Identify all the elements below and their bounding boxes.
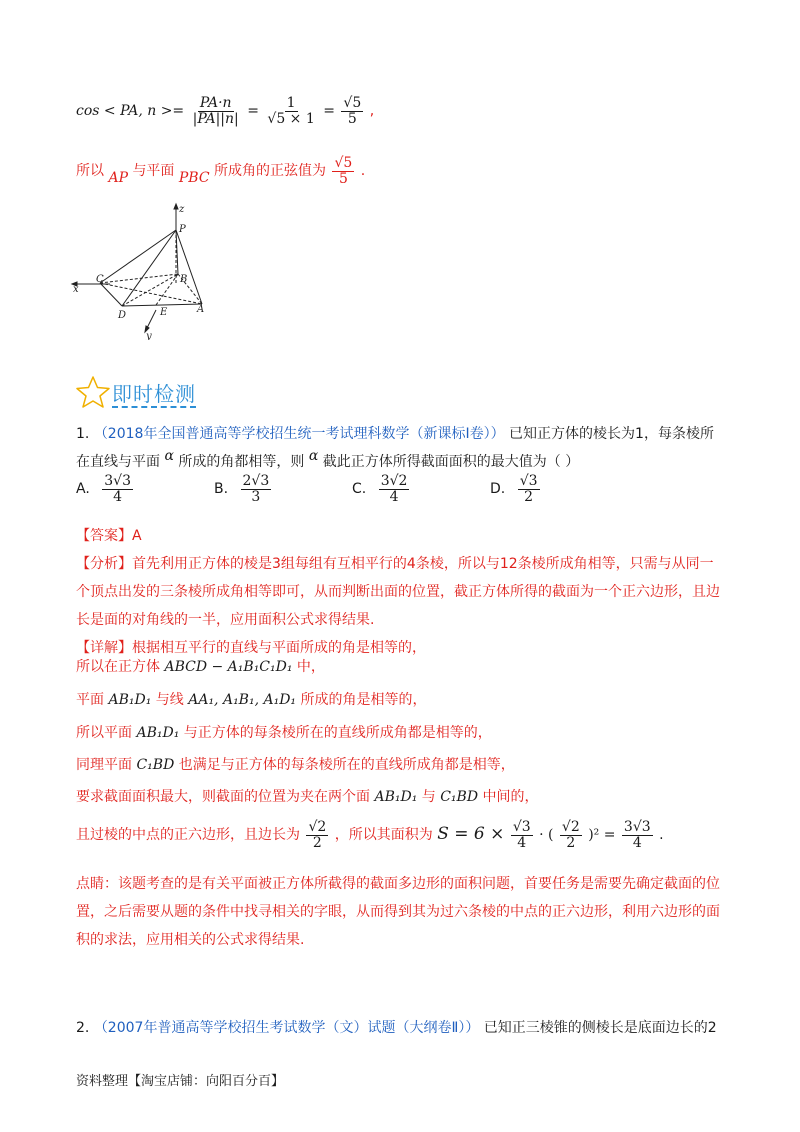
q1-detail-line: 同理平面 C₁BD 也满足与正方体的每条棱所在的直线所成角都是相等， bbox=[76, 757, 515, 773]
q1-source: （2018年全国普通高等学校招生统一考试理科数学（新课标Ⅰ卷）） bbox=[93, 426, 505, 442]
star-icon bbox=[76, 376, 110, 408]
q1-detail-line: 【详解】根据相互平行的直线与平面所成的角是相等的， bbox=[76, 640, 426, 656]
cos-formula: cos < PA, n >= $\frac{PA\cdot n}{|PA||n|}$ = $\frac{1}{√5 \times 1}$ = $\frac{√5}{5}$ , bbox=[76, 95, 375, 127]
q1-solution bbox=[76, 522, 736, 662]
q1-option-d[interactable]: D. $\frac{√3}{2}$ bbox=[490, 473, 538, 505]
label-B: B bbox=[180, 274, 188, 285]
q1-detail-line: 要求截面面积最大，则截面的位置为夹在两个面 AB₁D₁ 与 C₁BD 中间的， bbox=[76, 789, 539, 805]
q1-detail-line: 平面 AB₁D₁ 与线 AA₁, A₁B₁, A₁D₁ 所成的角是相等的， bbox=[76, 692, 427, 708]
label-P: P bbox=[179, 224, 186, 235]
q2-number: 2. bbox=[76, 1020, 90, 1036]
conclusion-line: 所以 AP 与平面 PBC 所成角的正弦值为 $\frac{√5}{5}$ . bbox=[76, 155, 366, 187]
q1-option-b[interactable]: B. $\frac{2√3}{3}$ bbox=[214, 473, 270, 505]
q1-analysis-line: 个顶点出发的三条棱所成角相等即可，从而判断出面的位置，截正方体所得的截面为一个正六边形，且边 bbox=[76, 584, 720, 600]
cos-frac-1: $\frac{PA\cdot n}{|PA||n|}$ bbox=[192, 95, 239, 127]
label-D: D bbox=[118, 310, 127, 321]
section-title: 即时检测 bbox=[112, 382, 196, 406]
q1-detail-line: 所以平面 AB₁D₁ 与正方体的每条棱所在的直线所成角都是相等的， bbox=[76, 725, 492, 741]
q1-option-c[interactable]: C. $\frac{3√2}{4}$ bbox=[352, 473, 408, 505]
cos-frac-3: $\frac{√5}{5}$ bbox=[343, 95, 362, 127]
section-heading bbox=[74, 374, 204, 414]
pyramid-figure bbox=[66, 198, 226, 340]
section-underline bbox=[112, 406, 196, 408]
q2-source: （2007年普通高等学校招生考试数学（文）试题（大纲卷Ⅱ）） bbox=[93, 1020, 480, 1036]
footer-note: 资料整理【淘宝店铺：向阳百分百】 bbox=[76, 1074, 285, 1089]
label-A: A bbox=[197, 304, 205, 315]
label-E: E bbox=[160, 307, 168, 318]
cos-lhs: cos < PA, n >= bbox=[76, 103, 185, 120]
q1-area-line: 且过棱的中点的正六边形，且边长为 $\frac{√2}{2}$ ，所以其面积为 S = 6 × $\frac{√3}{4}$ · ( $\frac{√2}{2}$ )² = $\frac{3√3}{4}$ . bbox=[76, 819, 664, 851]
question-1: 1. （2018年全国普通高等学校招生统一考试理科数学（新课标Ⅰ卷）） 已知正方体的棱长为1，每条棱所 在直线与平面 α 所成的角都相等，则 α 截此正方体所得截面面积的最大值为（ ） bbox=[76, 426, 714, 470]
q1-comment bbox=[76, 870, 736, 954]
label-x: x bbox=[73, 284, 79, 295]
q1-comment-line: 点睛：该题考查的是有关平面被正方体所截得的截面多边形的面积问题，首要任务是需要先确定截面的位 bbox=[76, 876, 720, 892]
q1-comment-line: 积的求法，应用相关的公式求得结果. bbox=[76, 932, 305, 948]
q1-analysis-line: 【分析】首先利用正方体的棱是3组每组有互相平行的4条棱，所以与12条棱所成角相等，只需与从同一 bbox=[76, 556, 714, 572]
q1-detail-line: 所以在正方体 ABCD − A₁B₁C₁D₁ 中， bbox=[76, 659, 325, 675]
label-z: z bbox=[179, 204, 185, 215]
cos-frac-2: $\frac{1}{√5 \times 1}$ bbox=[267, 95, 315, 127]
question-2 bbox=[76, 1014, 717, 1042]
q1-number: 1. bbox=[76, 426, 90, 442]
q2-stem: 已知正三棱锥的侧棱长是底面边长的2 bbox=[483, 1020, 717, 1036]
label-y: y bbox=[146, 331, 152, 340]
conclusion-value: $\frac{√5}{5}$ bbox=[334, 155, 353, 187]
q1-analysis-line: 长是面的对角线的一半，应用面积公式求得结果. bbox=[76, 612, 375, 628]
q1-stem-a: 已知正方体的棱长为1，每条棱所 bbox=[509, 426, 714, 442]
q1-comment-line: 置，之后需要从题的条件中找寻相关的字眼，从而得到其为过六条棱的中点的正六边形，利用六边形的面 bbox=[76, 904, 720, 920]
q1-option-a[interactable]: A. $\frac{3√3}{4}$ bbox=[76, 473, 131, 505]
label-C: C bbox=[96, 274, 104, 285]
q1-answer: 【答案】A bbox=[76, 528, 142, 544]
